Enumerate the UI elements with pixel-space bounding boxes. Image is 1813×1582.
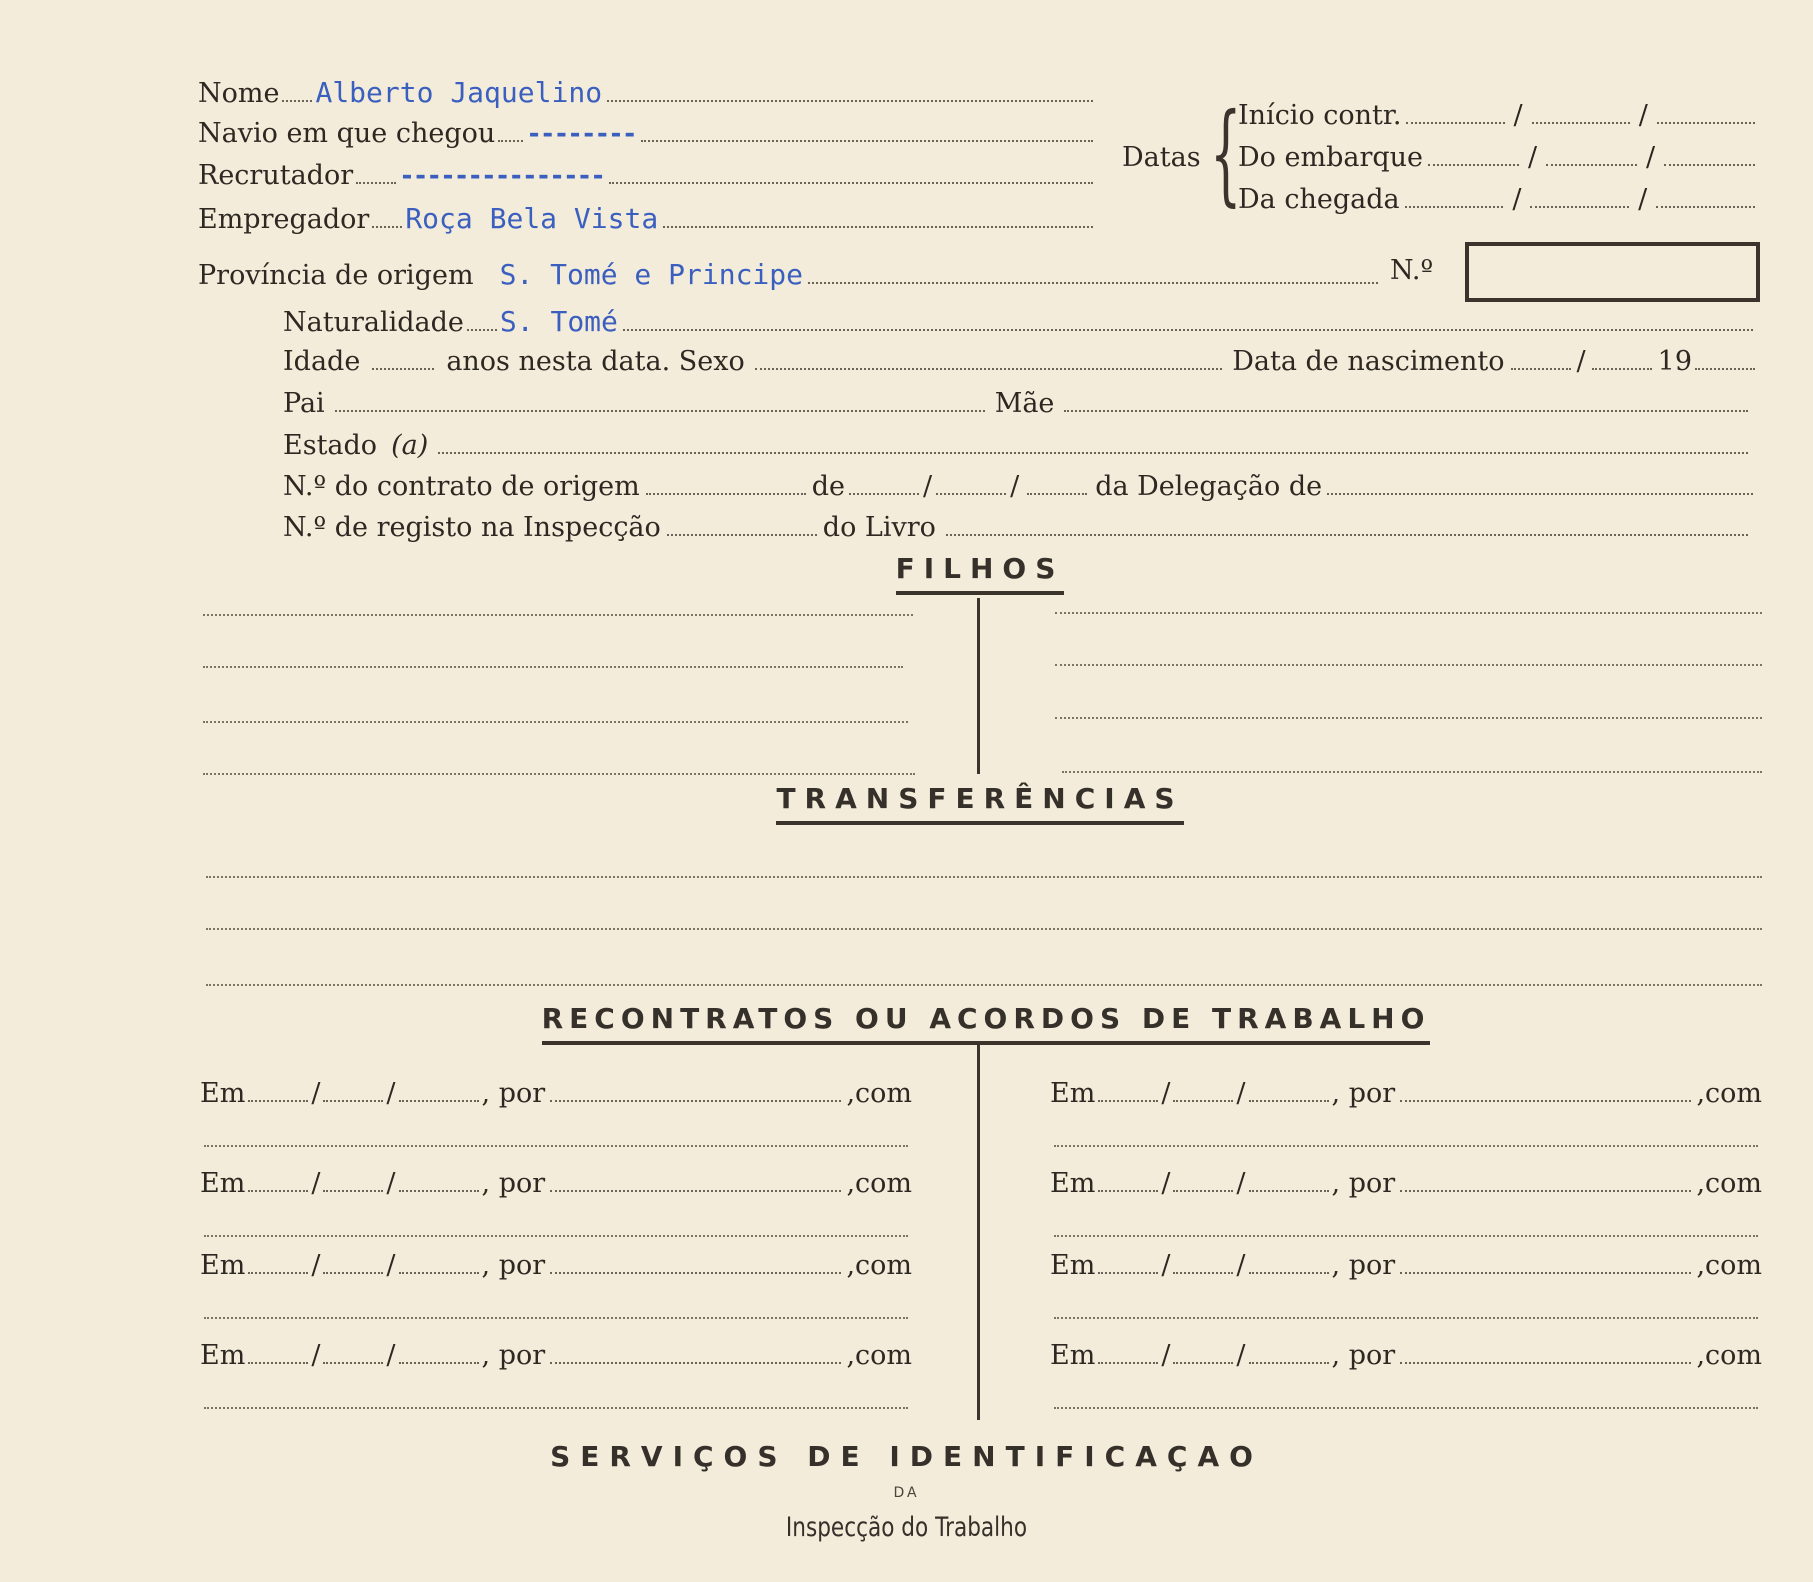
recrutador-label: Recrutador (198, 160, 354, 191)
slash: / (386, 1250, 396, 1281)
registo-row (283, 512, 1758, 543)
nome-label: Nome (198, 78, 280, 109)
em-label: Em (200, 1078, 246, 1109)
com-label: ,com (846, 1168, 912, 1199)
empregador-label: Empregador (198, 204, 370, 235)
de-label: de (811, 471, 845, 502)
estado-row (283, 430, 1758, 461)
estado-label: Estado (283, 430, 378, 461)
por-label: , por (1331, 1250, 1396, 1281)
slash: / (1161, 1078, 1171, 1109)
embarque-label: Do embarque (1238, 142, 1424, 173)
recontrato-row (200, 1250, 912, 1281)
slash: / (1236, 1078, 1246, 1109)
por-label: , por (1331, 1078, 1396, 1109)
numero-row (1390, 255, 1433, 286)
navio-value: -------- (526, 119, 636, 149)
por-label: , por (481, 1250, 546, 1281)
recontrato-row (1050, 1078, 1762, 1109)
com-label: ,com (1696, 1078, 1762, 1109)
contrato-row: N.º do contrato de origem de / / da Delegação de (283, 471, 1758, 502)
com-label: ,com (1696, 1250, 1762, 1281)
year-prefix: 19 (1657, 346, 1692, 377)
slash: / (1161, 1340, 1171, 1371)
por-label: , por (481, 1340, 546, 1371)
recontrato-row (1050, 1168, 1762, 1199)
anos-label: anos nesta data. Sexo (446, 346, 745, 377)
inicio-label: Início contr. (1238, 100, 1402, 131)
recontrato-line (204, 1407, 908, 1409)
com-label: ,com (846, 1340, 912, 1371)
naturalidade-value: S. Tomé (499, 305, 618, 338)
datas-label-row (1122, 142, 1201, 173)
empregador-row (198, 202, 1098, 235)
com-label: ,com (846, 1250, 912, 1281)
brace-icon: { (1210, 89, 1242, 217)
mae-label: Mãe (994, 388, 1055, 419)
pai-mae-row (283, 388, 1758, 419)
recontrato-line (204, 1317, 908, 1319)
por-label: , por (481, 1168, 546, 1199)
footer-title: SERVIÇOS DE IDENTIFICAÇAO (550, 1440, 1263, 1473)
numero-box[interactable] (1465, 242, 1760, 302)
nome-row (198, 76, 1098, 109)
slash: / (1236, 1168, 1246, 1199)
slash: / (1161, 1250, 1171, 1281)
navio-row (198, 118, 1098, 149)
em-label: Em (200, 1340, 246, 1371)
com-label: ,com (1696, 1168, 1762, 1199)
empregador-value: Roça Bela Vista (405, 202, 659, 235)
chegada-row: Da chegada / / (1238, 184, 1760, 215)
recontrato-row (1050, 1250, 1762, 1281)
por-label: , por (1331, 1168, 1396, 1199)
delegacao-label: da Delegação de (1095, 471, 1323, 502)
recontrato-row (1050, 1340, 1762, 1371)
inicio-row: Início contr. / / (1238, 100, 1760, 131)
naturalidade-row (283, 305, 1758, 338)
recontrato-line (1054, 1407, 1758, 1409)
recontrato-row (200, 1340, 912, 1371)
recontrato-line (1054, 1317, 1758, 1319)
embarque-row: Do embarque / / (1238, 142, 1760, 173)
chegada-label: Da chegada (1238, 184, 1400, 215)
slash: / (1236, 1250, 1246, 1281)
recontrato-line (204, 1235, 908, 1237)
provincia-label: Província de origem (198, 260, 474, 291)
em-label: Em (1050, 1078, 1096, 1109)
recontrato-line (1054, 1235, 1758, 1237)
recontratos-divider (977, 1044, 980, 1420)
registo-label: N.º de registo na Inspecção (283, 512, 661, 543)
idade-row: Idade anos nesta data. Sexo Data de nascimento / 19 (283, 346, 1758, 377)
recontrato-row (200, 1168, 912, 1199)
por-label: , por (481, 1078, 546, 1109)
filhos-divider (977, 598, 980, 774)
provincia-value: S. Tomé e Principe (499, 258, 803, 291)
slash: / (311, 1340, 321, 1371)
estado-suffix: (a) (391, 430, 429, 461)
slash: / (311, 1250, 321, 1281)
em-label: Em (200, 1168, 246, 1199)
em-label: Em (1050, 1340, 1096, 1371)
footer-da: DA (893, 1485, 920, 1501)
recrutador-value: --------------- (399, 161, 604, 191)
slash: / (1161, 1168, 1171, 1199)
datas-label: Datas (1122, 142, 1201, 173)
recontrato-line (1054, 1145, 1758, 1147)
em-label: Em (200, 1250, 246, 1281)
nome-value: Alberto Jaquelino (315, 76, 603, 109)
slash: / (386, 1168, 396, 1199)
navio-label: Navio em que chegou (198, 118, 496, 149)
idade-label: Idade (283, 346, 361, 377)
naturalidade-label: Naturalidade (283, 307, 464, 338)
recontrato-row (200, 1078, 912, 1109)
slash: / (311, 1168, 321, 1199)
recrutador-row (198, 160, 1098, 191)
provincia-row (198, 258, 1383, 291)
em-label: Em (1050, 1250, 1096, 1281)
em-label: Em (1050, 1168, 1096, 1199)
com-label: ,com (846, 1078, 912, 1109)
por-label: , por (1331, 1340, 1396, 1371)
nascimento-label: Data de nascimento (1232, 346, 1505, 377)
recontrato-line (204, 1145, 908, 1147)
contrato-label: N.º do contrato de origem (283, 471, 640, 502)
footer-org: Inspecção do Trabalho (785, 1512, 1028, 1543)
numero-label: N.º (1390, 255, 1434, 286)
livro-label: do Livro (822, 512, 936, 543)
pai-label: Pai (283, 388, 325, 419)
slash: / (1236, 1340, 1246, 1371)
slash: / (386, 1078, 396, 1109)
transferencias-heading: TRANSFERÊNCIAS (760, 782, 1200, 825)
recontratos-heading: RECONTRATOS OU ACORDOS DE TRABALHO (506, 1002, 1466, 1045)
slash: / (386, 1340, 396, 1371)
filhos-heading: FILHOS (780, 552, 1180, 595)
slash: / (311, 1078, 321, 1109)
com-label: ,com (1696, 1340, 1762, 1371)
